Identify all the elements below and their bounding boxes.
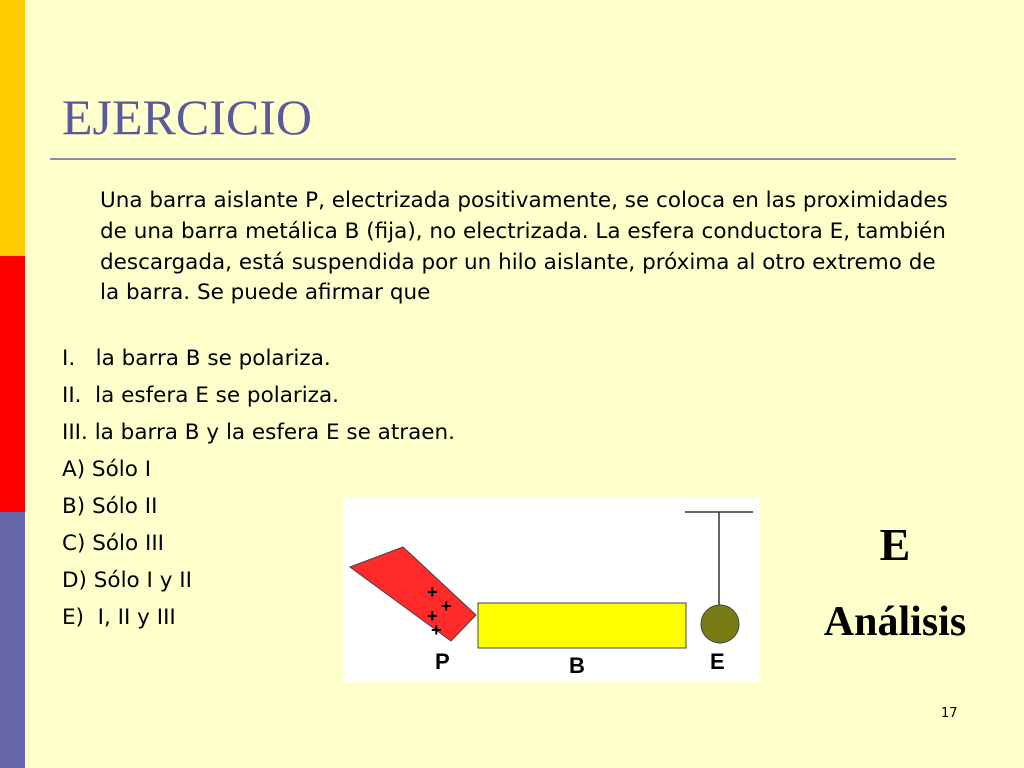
- charge-plus-3: +: [427, 606, 438, 626]
- answer-letter: E: [879, 519, 911, 570]
- analysis-label: Análisis: [823, 599, 967, 645]
- slide-title: EJERCICIO: [62, 89, 312, 145]
- bar-b: [478, 603, 686, 648]
- charge-plus-2: +: [441, 596, 452, 616]
- sphere-e: [701, 605, 739, 643]
- stripe-yellow: [0, 0, 25, 256]
- label-e: E: [710, 649, 725, 674]
- statement-3: III. la barra B y la esfera E se atraen.: [62, 420, 455, 445]
- stripe-red: [0, 256, 25, 512]
- statement-2: II. la esfera E se polariza.: [62, 383, 339, 408]
- physics-figure: [343, 497, 760, 682]
- label-b: B: [569, 653, 585, 678]
- title-divider: [50, 158, 956, 160]
- charge-plus-4: +: [431, 620, 442, 640]
- rod-p: [350, 547, 476, 641]
- option-e: E) I, II y III: [62, 605, 176, 630]
- figure-svg: [343, 497, 760, 682]
- label-p: P: [435, 649, 450, 674]
- page-number: 17: [941, 706, 958, 721]
- option-c: C) Sólo III: [62, 531, 165, 556]
- statement-1: I. la barra B se polariza.: [62, 346, 331, 371]
- option-d: D) Sólo I y II: [62, 568, 192, 593]
- stripe-blue: [0, 512, 25, 768]
- option-b: B) Sólo II: [62, 494, 158, 519]
- problem-statement: Una barra aislante P, electrizada positivamente, se coloca en las proximidades de una barra metálica B (fija), no electrizada. La esfera conductora E, también descargada, está suspendida por un hilo aislante, próxima al otro extremo de la barra. Se puede afirmar que: [100, 188, 948, 306]
- option-a: A) Sólo I: [62, 457, 152, 482]
- charge-plus-1: +: [427, 582, 438, 602]
